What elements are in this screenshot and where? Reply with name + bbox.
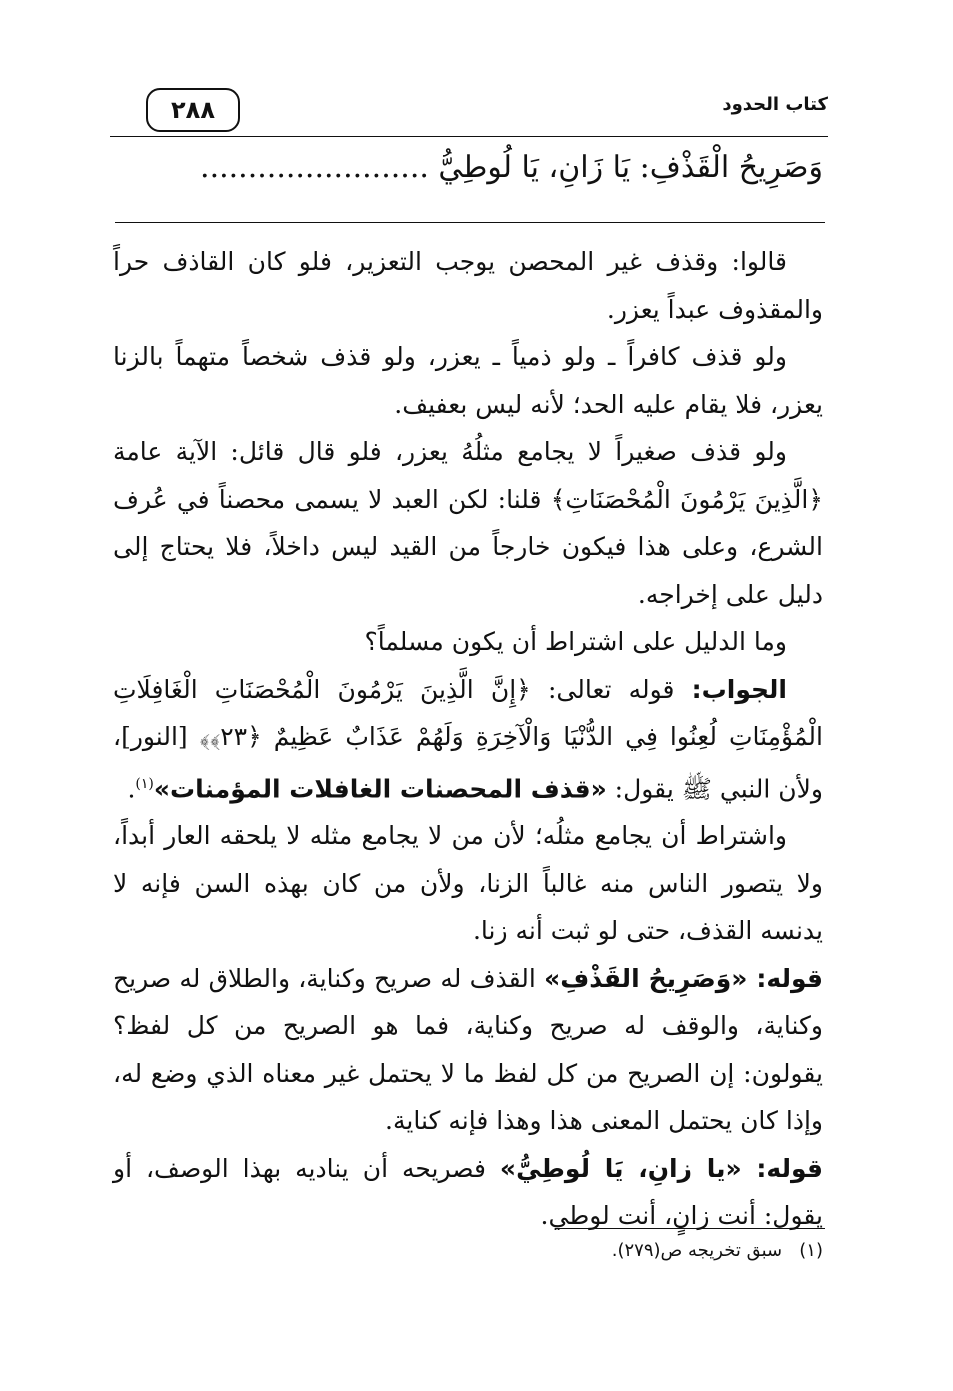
- answer-label: الجواب:: [691, 674, 787, 704]
- hadith-quote: «قذف المحصنات الغافلات المؤمنات»: [153, 773, 607, 803]
- paragraph-7: [113, 955, 823, 1145]
- paragraph-3: [113, 428, 823, 618]
- paragraph-5: [113, 666, 823, 813]
- paragraph-5-end: .: [127, 773, 136, 803]
- paragraph-8-text: فصريحه أن يناديه بهذا الوصف، أو يقول: أنت زانٍ، أنت لوطي.: [113, 1153, 823, 1231]
- qawluhu-label: قوله:: [756, 963, 823, 993]
- footnote: [612, 1240, 823, 1261]
- paragraph-8: [113, 1145, 823, 1240]
- paragraph-6: واشتراط أن يجامع مثلُه؛ لأن من لا يجامع مثله لا يلحقه العار أبداً، ولا يتصور الناس منه غالباً الزنا، ولأن من كان بهذه السن فإنه لا يدنسه القذف، حتى لو ثبت أنه زنا.: [113, 821, 823, 946]
- paragraph-3-text-b: قلنا: لكن العبد لا يسمى محصناً في عُرف الشرع، وعلى هذا فيكون خارجاً من القيد ليس داخلاً، فلا يحتاج إلى دليل على إخراجه.: [113, 484, 823, 609]
- paragraph-2: ولو قذف كافراً ـ ولو ذمياً ـ يعزر، ولو قذف شخصاً متهماً بالزنا يعزر، فلا يقام عليه الحد؛ لأنه ليس بعفيف.: [113, 342, 823, 419]
- paragraph-4: وما الدليل على اشتراط أن يكون مسلماً؟: [364, 627, 787, 656]
- matn-line: وَصَرِيحُ الْقَذْفِ: يَا زَانِ، يَا لُوطِيُّ ........................: [200, 150, 823, 185]
- footnote-number: (١): [799, 1240, 823, 1261]
- header-divider: [110, 136, 828, 137]
- quran-verse: ﴿إِنَّ الَّذِينَ يَرْمُونَ الْمُحْصَنَاتِ الْغَافِلَاتِ الْمُؤْمِنَاتِ لُعِنُوا فِي الدُّنْيَا وَالْآخِرَةِ وَلَهُمْ عَذَابٌ عَظِيمٌ ﴿٢٣﴾﴾: [113, 674, 823, 751]
- matn-divider: [115, 222, 825, 223]
- footnote-text: سبق تخريجه ص(٢٧٩).: [611, 1240, 783, 1261]
- page-header: [110, 88, 828, 148]
- footnote-divider: [555, 1228, 825, 1229]
- surah-reference: [النور]، ولأن النبي ﷺ يقول:: [113, 722, 823, 803]
- quran-verse: ﴿الَّذِينَ يَرْمُونَ الْمُحْصَنَاتِ﴾: [550, 484, 823, 514]
- matn-quote: «يا زانِ، يَا لُوطِيُّ»: [499, 1153, 757, 1183]
- qawluhu-label: قوله:: [756, 1153, 823, 1183]
- paragraph-7-text: القذف له صريح وكناية، والطلاق له صريح وكناية، والوقف له صريح وكناية، فما هو الصريح من كل لفظ؟ يقولون: إن الصريح من كل لفظ ما لا يحتمل غير معناه الذي وضع له، وإذا كان يحتمل المعنى هذا وهذا فإنه كناية.: [113, 963, 823, 1136]
- footnote-marker: (١): [135, 775, 154, 792]
- paragraph-5-text-a: قوله تعالى:: [530, 674, 692, 704]
- book-title: كتاب الحدود: [722, 94, 828, 115]
- page-number: ٢٨٨: [146, 88, 240, 132]
- paragraph-3-text-a: ولو قذف صغيراً لا يجامع مثلُهُ يعزر، فلو قال قائل: الآية عامة: [113, 437, 787, 466]
- matn-quote: «وَصَرِيحُ القَذْفِ»: [544, 963, 757, 993]
- paragraph-1: قالوا: وقذف غير المحصن يوجب التعزير، فلو كان القاذف حراً والمقذوف عبداً يعزر.: [113, 247, 823, 324]
- commentary-body: [113, 238, 823, 1240]
